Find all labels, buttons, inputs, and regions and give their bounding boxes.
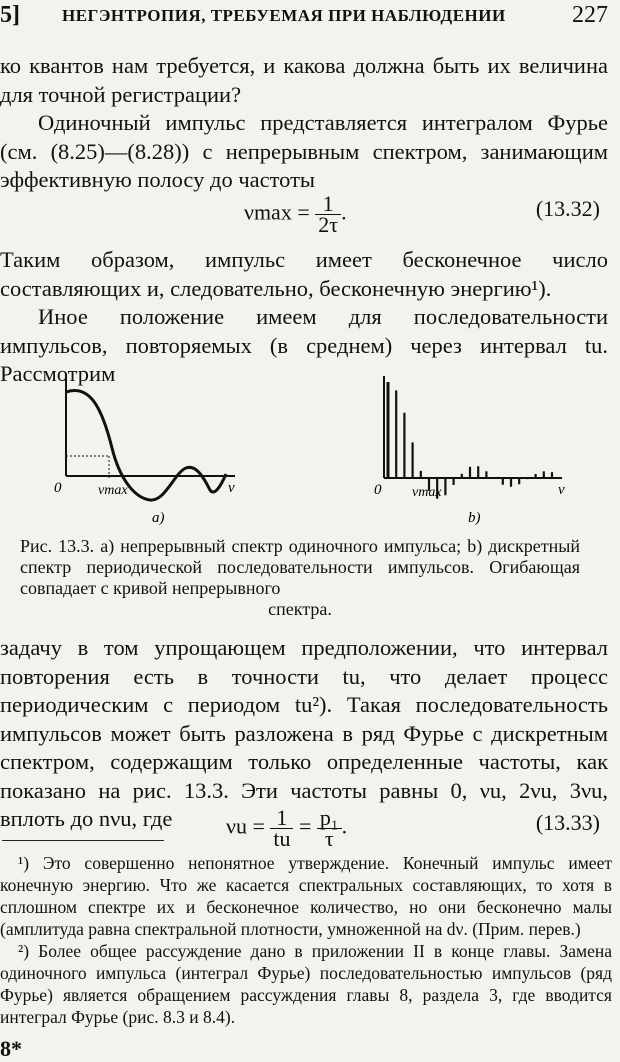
equation-tail: . (341, 199, 347, 225)
panel-a-label: a) (152, 510, 165, 526)
equation-tail: . (341, 813, 348, 839)
panel-a-vmax-label: νmax (98, 483, 128, 498)
equation-body (226, 805, 348, 851)
equation-lhs: νmax = (244, 199, 310, 225)
paragraph-2: Одиночный импульс представляется интегралом Фурье (см. (8.25)—(8.28)) с непрерывным спектром, занимающим эффективную полосу до частоты (0, 110, 608, 192)
paragraph-3: Таким образом, импульс имеет бесконечное число составляющих и, следовательно, бесконечную энергию¹). (0, 247, 608, 301)
panel-a-origin-label: 0 (54, 480, 62, 496)
running-header (0, 2, 620, 30)
section-number: 5] (0, 2, 20, 28)
equation-number: (13.33) (535, 810, 600, 835)
footnotes (0, 852, 612, 1028)
equation-fraction-1 (270, 805, 293, 851)
page-number: 227 (572, 2, 608, 28)
fraction-denominator: τ (324, 826, 334, 851)
equation-equals: = (298, 813, 312, 839)
paragraph-1: ко квантов нам требуется, и какова должна быть их величина для точной регистрации? (0, 53, 608, 107)
equation-number: (13.32) (535, 196, 600, 221)
panel-b-label: b) (468, 510, 481, 526)
text-block-top (0, 52, 608, 195)
caption-line-2: b) дискретный спектр периодической последовательности импульсов. Огибающая совпадает с кривой непрерывного (20, 536, 581, 598)
figure-13-3 (50, 368, 580, 528)
equation-fraction (315, 191, 341, 237)
paragraph-5: задачу в том упрощающем предположении, что интервал повторения есть в точности tu, что делает процесс периодическим с периодом tu²). Такая последовательность импульсов может быть разложена в ряд Фурье с дискретным спектром, содержащим только определенные частоты, как показано на рис. 13.3. Эти частоты равны 0, νu, 2νu, 3νu, вплоть до nνu, где (0, 635, 608, 831)
footnote-1: ¹) Это совершенно непонятное утверждение. Конечный импульс имеет конечную энергию. Что же касается спектральных составляющих, то хотя в сплошном спектре их и бесконечное количество, но они бесконечно малы (амплитуда равна спектральной плотности, умноженной на dν. (Прим. перев.) (0, 853, 612, 939)
fraction-numerator: 1 (315, 194, 341, 215)
panel-a-v-label: ν (228, 480, 235, 496)
panel-b-spectral-lines (388, 382, 552, 499)
panel-a-spectrum-curve (66, 390, 226, 500)
footnote-separator (2, 840, 164, 841)
fraction-numerator: p₁ (317, 808, 342, 829)
panel-b-origin-label: 0 (374, 482, 382, 498)
equation-fraction-2 (317, 805, 342, 851)
panel-b-vmax-label: νmax (412, 485, 442, 500)
fraction-denominator: tu (273, 826, 291, 851)
equation-lhs: νu = (226, 813, 265, 839)
footnote-2: ²) Более общее рассуждение дано в приложении II в конце главы. Замена одиночного импульса (интеграл Фурье) последовательностью импульсов (ряд Фурье) является обращением рассуждения главы 8, раздела 3, где вводится интеграл Фурье (рис. 8.3 и 8.4). (0, 941, 612, 1027)
panel-b-v-label: ν (558, 482, 565, 498)
signature-mark: 8* (0, 1036, 22, 1061)
running-title: НЕГЭНТРОПИЯ, ТРЕБУЕМАЯ ПРИ НАБЛЮДЕНИИ (62, 6, 506, 25)
equation-13-32 (0, 184, 610, 237)
fraction-numerator: 1 (270, 808, 293, 829)
equation-body (244, 191, 347, 237)
panel-b-graph (374, 376, 565, 526)
caption-line-3: спектра. (268, 599, 332, 619)
figure-caption (20, 536, 580, 620)
panel-a-graph (54, 374, 235, 526)
caption-line-1: Рис. 13.3. a) непрерывный спектр одиночного импульса; (20, 536, 462, 556)
fraction-denominator: 2τ (318, 212, 339, 237)
paragraph-4: Иное положение имеем для последовательности импульсов, повторяемых (в среднем) через интервал tu. Рассмотрим (0, 304, 608, 386)
figure-graphics (50, 368, 580, 528)
